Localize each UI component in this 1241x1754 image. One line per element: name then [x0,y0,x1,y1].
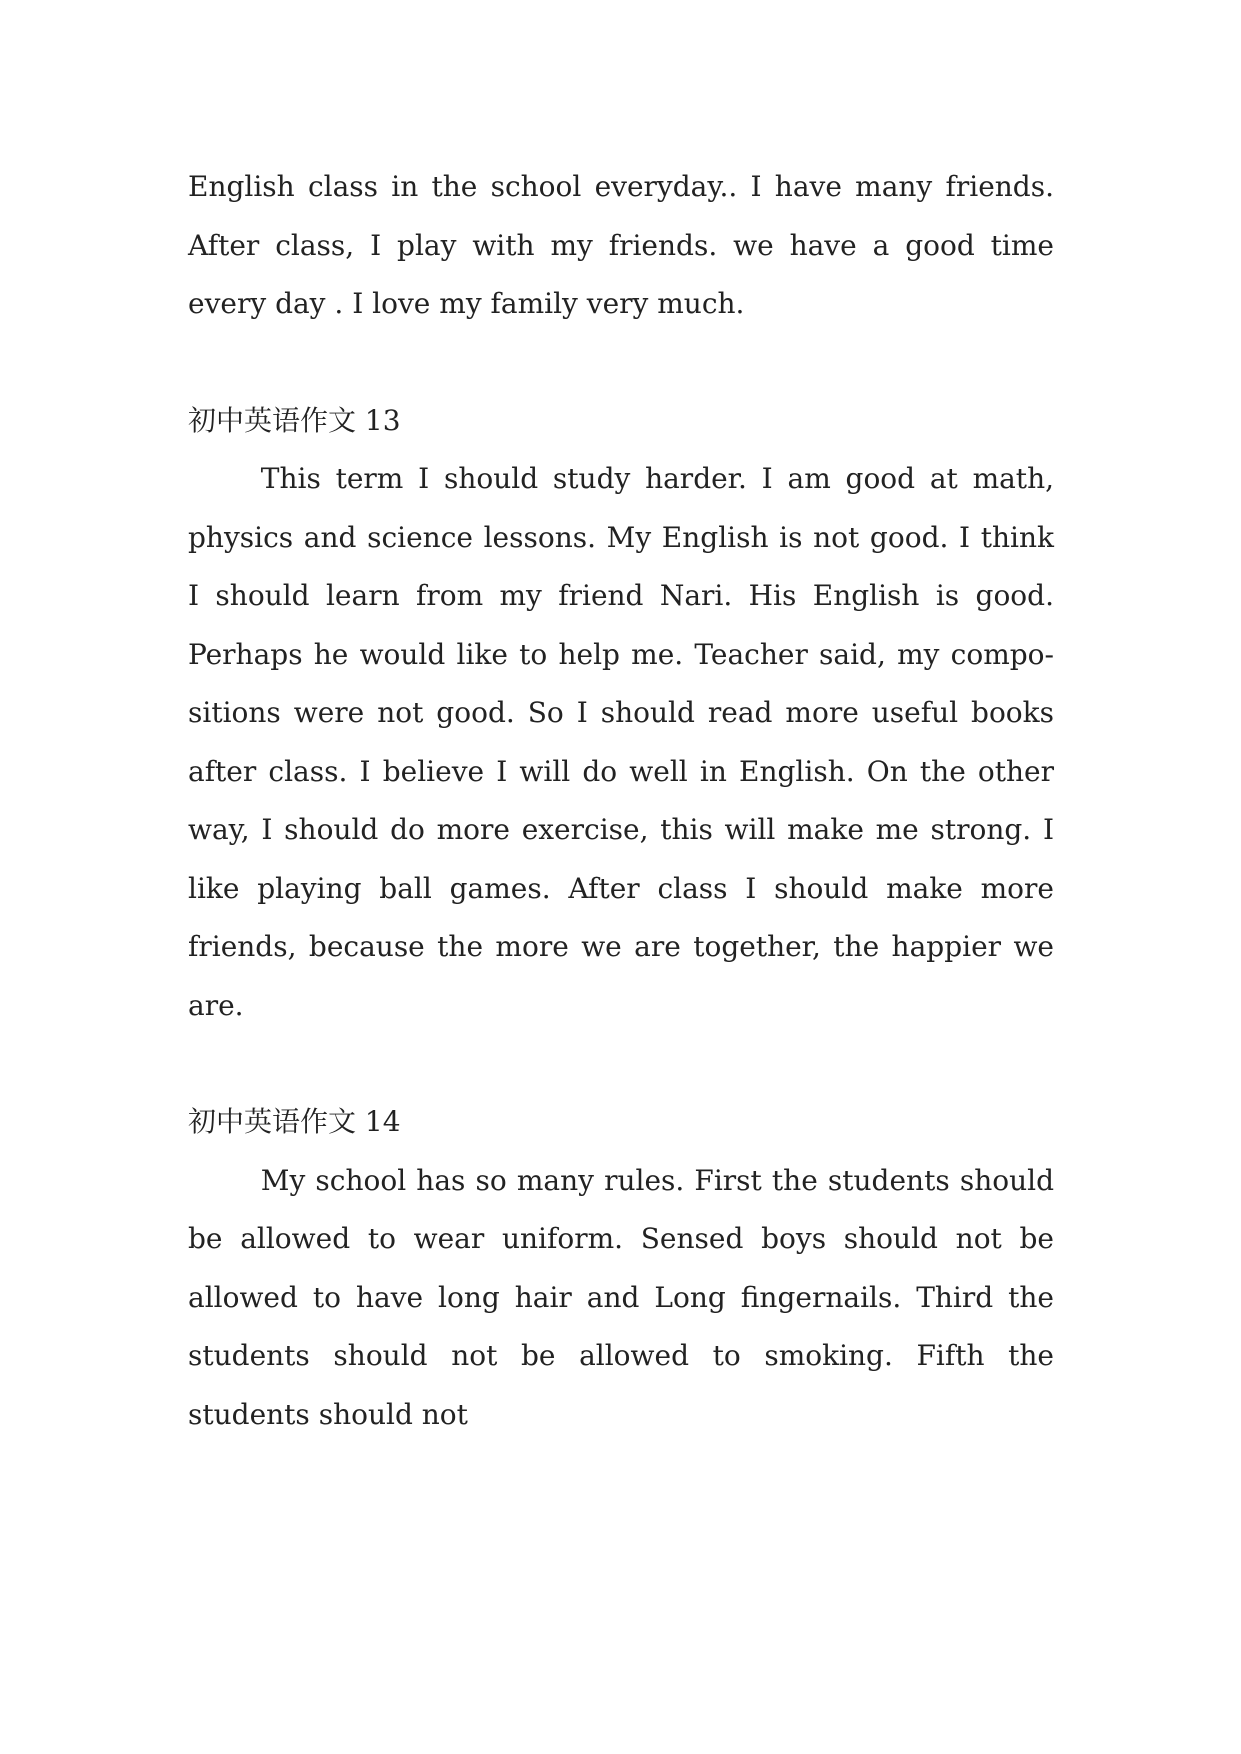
section-body-14: My school has so many rules. First the students should be allowed to wear uniform. Sensed boys should not be allowed to have long hair and Long fingernails. Third the students should not be allowed to smoking. Fifth the students should not [188,1163,1054,1431]
intro-paragraph: English class in the school everyday.. I have many friends. After class, I play with my friends. we have a good time every day . I love my family very much. [188,170,1054,320]
section-heading-14: 初中英语作文 14 [188,1105,401,1138]
section-body-13: This term I should study harder. I am good at math, physics and science lessons. My English is not good. I think I should learn from my friend Nari. His English is good. Perhaps he would like to help me. Teacher said, my compo-sitions were not good. So I should read more useful books after class. I believe I will do well in English. On the other way, I should do more exercise, this will make me strong. I like playing ball games. After class I should make more friends, because the more we are together, the happier we are. [188,462,1054,1022]
section-spacer [188,334,1054,392]
section-heading-13: 初中英语作文 13 [188,403,401,437]
document-body [188,158,1054,1444]
section-spacer [188,1035,1054,1093]
